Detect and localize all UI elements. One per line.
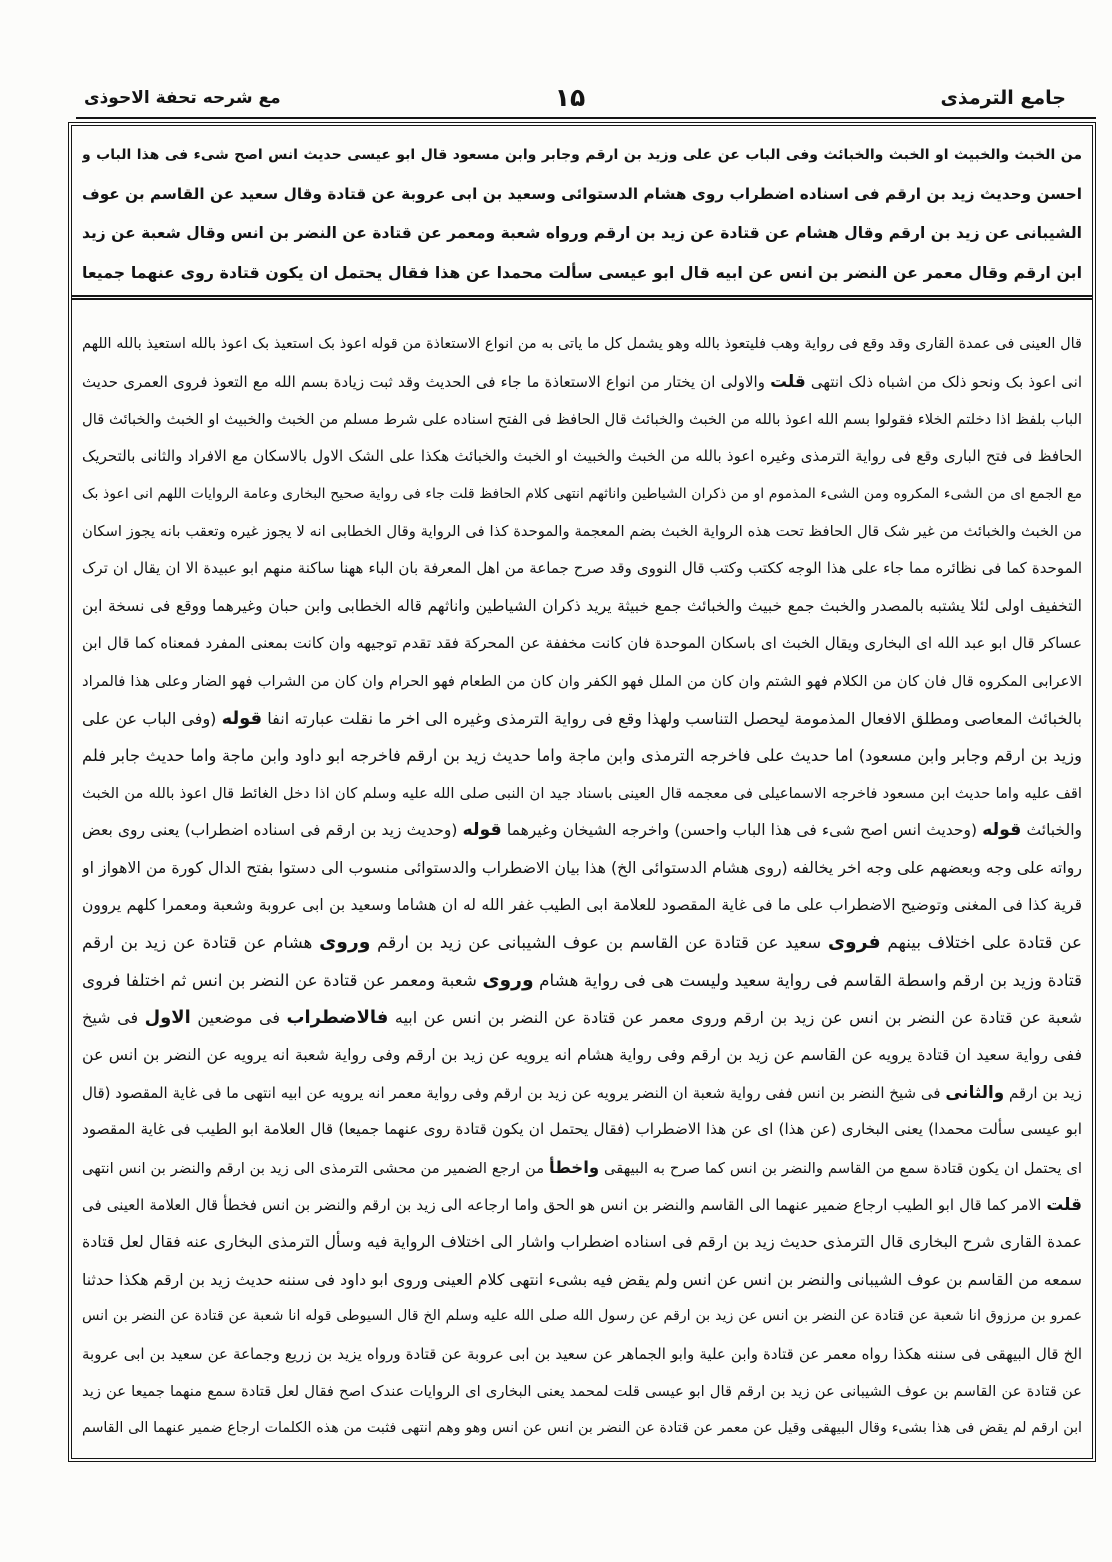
commentary-line: مع الجمع ای من الشیء المکروه ومن الشیء المذموم او من ذکران الشیاطین واناثهم انتهی کلام الحافظ قلت جاء فی روایة صحیح البخاری وعامة الروایات اللهم انی اعوذ بک (82, 485, 1082, 502)
commentary-line: قتادة وزید بن ارقم واسطة القاسم فی روایة سعید ولیست هی فی روایة هشام وروی شعبة ومعمر عن قتادة عن النضر بن انس ثم اختلفا فروی (82, 969, 1082, 991)
commentary-line: ابن ارقم لم یقض فی هذا بشیء وقال البیهقی وقیل عن معمر عن قتادة عن النضر بن انس عن انس وهو وهم انتهی فثبت من هذه الکلمات ارجاع ضمیر عنهما الی القاسم (82, 1420, 1082, 1437)
commentary-line: ففی روایة سعید ان قتادة یرویه عن القاسم عن زید بن ارقم وفی روایة هشام انه یرویه عن زید بن ارقم وفی روایة شعبة انه یرویه عن النضر بن انس عن (82, 1045, 1082, 1065)
commentary-line: من الخبث والخبائث من غیر شک قال الحافظ تحت هذه الروایة الخبث بضم المعجمة والموحدة کذا فی الروایة وقال الخطابی انه لا یجوز غیره وتعقب بانه یجوز اسکان (82, 522, 1082, 540)
commentary-line: شعبة عن قتادة عن النضر بن انس عن زید بن ارقم وروی معمر عن قتادة عن النضر بن انس عن ابیه فالاضطراب فی موضعین الاول فی شیخ (82, 1007, 1082, 1029)
commentary-line: عن قتادة عن القاسم بن عوف الشیبانی عن زید بن ارقم قال ابو عیسی قلت لمحمد یعنی البخاری ای الروایات عندک اصح فقال لعل قتادة سمع منهما جمیعا عن زید (82, 1382, 1082, 1400)
page-frame (68, 122, 1096, 1462)
commentary-line: ای یحتمل ان یکون قتادة سمع من القاسم والنضر بن انس کما صرح به البیهقی واخطأ من ارجع الضمیر من محشی الترمذی الی زید بن ارقم والنضر بن انس انتهی (82, 1157, 1082, 1177)
commentary-line: بالخبائث المعاصی ومطلق الافعال المذمومة لیحصل التناسب ولهذا وقع فی روایة الترمذی وغیره الی اخر ما نقلت عبارته انفا قوله (وفی الباب عن علی (82, 707, 1082, 729)
commentary-line: قال العینی فی عمدة القاری وقد وقع فی روایة وهب فلیتعوذ بالله وهو یشمل کل ما یاتی به من انواع الاستعاذة من قوله اعوذ بک استعیذ بک اعوذ بالله استعیذ بالله اللهم (82, 336, 1082, 352)
commentary-line: سمعه من القاسم بن عوف الشیبانی والنضر بن انس عن انس ولم یقض فیه بشیء انتهی کلام العینی وروی ابو داود فی سننه حدیث زید بن ارقم هکذا حدثنا (82, 1269, 1082, 1289)
matn-line: ابن ارقم وقال معمر عن النضر بن انس عن ابیه قال ابو عیسی سألت محمدا عن هذا فقال یحتمل ان یکون قتادة روی عنهما جمیعا (82, 263, 1082, 282)
commentary-line: والخبائث قوله (وحدیث انس اصح شیء فی هذا الباب واحسن) واخرجه الشیخان وغیرهما قوله (وحدیث زید بن ارقم فی اسناده اضطراب) یعنی روی بعض (82, 820, 1082, 841)
commentary-line: رواته علی وجه وبعضهم علی وجه اخر یخالفه (روی هشام الدستوائی الخ) هذا بیان الاضطراب والدستوائی منسوب الی دستوا بفتح الدال کورة من الاهواز او (82, 858, 1082, 878)
header-rule (76, 117, 1096, 119)
matn-line: احسن وحدیث زید بن ارقم فی اسناده اضطراب روی هشام الدستوائی وسعید بن ابی عروبة عن قتادة وقال سعید عن القاسم بن عوف (82, 185, 1082, 203)
book-title: جامع الترمذی (940, 87, 1066, 109)
matn-line: من الخبث والخبیث او الخبث والخبائث وفی الباب عن علی وزید بن ارقم وجابر وابن مسعود قال ابو عیسی حدیث انس اصح شیء فی هذا الباب و (82, 147, 1082, 163)
commentary-line: عمرو بن مرزوق انا شعبة عن قتادة عن النضر بن انس عن زید بن ارقم عن رسول الله صلی الله علیه وسلم الخ قال السیوطی قوله انا شعبة عن قتادة عن النضر بن انس (82, 1308, 1082, 1325)
commentary-line: التخفیف اولی لئلا یشتبه بالمصدر والخبث جمع خبیث والخبائث جمع خبیثة یرید ذکران الشیاطین واناثهم قاله الخطابی وابن حبان وغیرهما ووقع فی نسخة ابن (82, 596, 1082, 615)
commentary-line: ابو عیسی سألت محمدا) یعنی البخاری (عن هذا) ای عن هذا الاضطراب (فقال یحتمل ان یکون قتادة روی عنهما جمیعا) قال العلامة ابو الطیب فی غایة المقصود (82, 1120, 1082, 1139)
commentary-line: الحافظ فی فتح الباری وقع فی روایة الترمذی وغیره اعوذ بالله من الخبث والخبیث او الخبث والخبائث هکذا علی الشک الاول بالاسکان مع الافراد والثانی بالتحریک (82, 447, 1082, 466)
commentary-line: عمدة القاری شرح البخاری قال الترمذی حدیث زید بن ارقم فی اسناده اضطراب واشار الی اختلاف الروایة فیه وسأل الترمذی البخاری عنه فقال لعل قتادة (82, 1232, 1082, 1252)
commentary-line: عساکر قال ابو عبد الله ای البخاری ویقال الخبث ای باسکان الموحدة فان کانت مخففة عن المحرکة فقد تقدم توجیهه وان کانت بمعنی المفرد فمعناه کما قال ابن (82, 634, 1082, 653)
commentary-line: الموحدة کما فی نظائره مما جاء علی هذا الوجه ککتب وکتب قال النووی وقد صرح جماعة من اهل المعرفة بان الباء ههنا ساکنة منهم ابو عبیدة الا ان یقال ان ترک (82, 559, 1082, 578)
commentary-line: قریة کذا فی المغنی وتوضیح الاضطراب علی ما فی غایة المقصود للعلامة ابی الطیب غفر الله له ان هشاما وسعید بن ابی عروبة وشعبة ومعمرا کلهم یروون (82, 895, 1082, 914)
commentary-line: الخ قال البیهقی فی سننه هکذا رواه معمر عن قتادة وابن علیة وابو الجماهر عن سعید بن ابی عروبة عن قتادة ورواه یزید بن زریع وجماعة عن سعید بن ابی عروبة (82, 1344, 1082, 1363)
page-number: ۱۵ (554, 83, 586, 112)
commentary-line: انی اعوذ بک ونحو ذلک من اشباه ذلک انتهی قلت والاولی ان یختار من انواع الاستعاذة ما جاء فی الحدیث وقد ثبت زیادة بسم الله مع التعوذ فروی العمری حدیث (82, 371, 1082, 392)
matn-section (72, 126, 1092, 300)
commentary-line: الباب بلفظ اذا دخلتم الخلاء فقولوا بسم الله اعوذ بالله من الخبث والخبائث قال الحافظ فی الفتح اسناده علی شرط مسلم من الخبث والخبیث او الخبث والخبائث قال (82, 410, 1082, 428)
matn-line: الشیبانی عن زید بن ارقم وقال هشام عن قتادة عن زید بن ارقم ورواه شعبة ومعمر عن قتادة عن النضر بن انس وقال شعبة عن زید (82, 224, 1082, 242)
page-header (70, 80, 1096, 116)
commentary-line: زید بن ارقم والثانی فی شیخ النضر بن انس ففی روایة شعبة ان النضر یرویه عن زید بن ارقم وفی روایة معمر انه یرویه عن ابیه انتهی ما فی غایة المقصود (قال (82, 1081, 1082, 1102)
commentary-section (72, 326, 1092, 1448)
commentary-line: وزید بن ارقم وجابر وابن مسعود) اما حدیث علی فاخرجه الترمذی وابن ماجة واما حدیث زید بن ارقم فاخرجه ابو داود وابن ماجة واما حدیث جابر فلم (82, 746, 1082, 766)
commentary-line: اقف علیه واما حدیث ابن مسعود فاخرجه الاسماعیلی فی معجمه قال العینی باسناد جید ان النبی صلی الله علیه وسلم کان اذا دخل الغائط قال اعوذ بالله من الخبث (82, 784, 1082, 802)
commentary-title: مع شرحه تحفة الاحوذی (84, 88, 281, 108)
commentary-line: الاعرابی المکروه قال فان کان من الکلام فهو الشتم وان کان من الملل فهو الکفر وان کان من الطعام فهو الحرام وان کان من الشراب فهو الضار وعلی هذا فالمراد (82, 672, 1082, 690)
commentary-line: عن قتادة علی اختلاف بینهم فروی سعید عن قتادة عن القاسم بن عوف الشیبانی عن زید بن ارقم وروی هشام عن قتادة عن زید بن ارقم (82, 932, 1082, 954)
commentary-line: قلت الامر کما قال ابو الطیب ارجاع ضمیر عنهما الی القاسم والنضر بن انس هو الحق واما ارجاعه الی زید بن ارقم والنضر بن انس فخطأ قال العلامة العینی فی (82, 1193, 1082, 1214)
